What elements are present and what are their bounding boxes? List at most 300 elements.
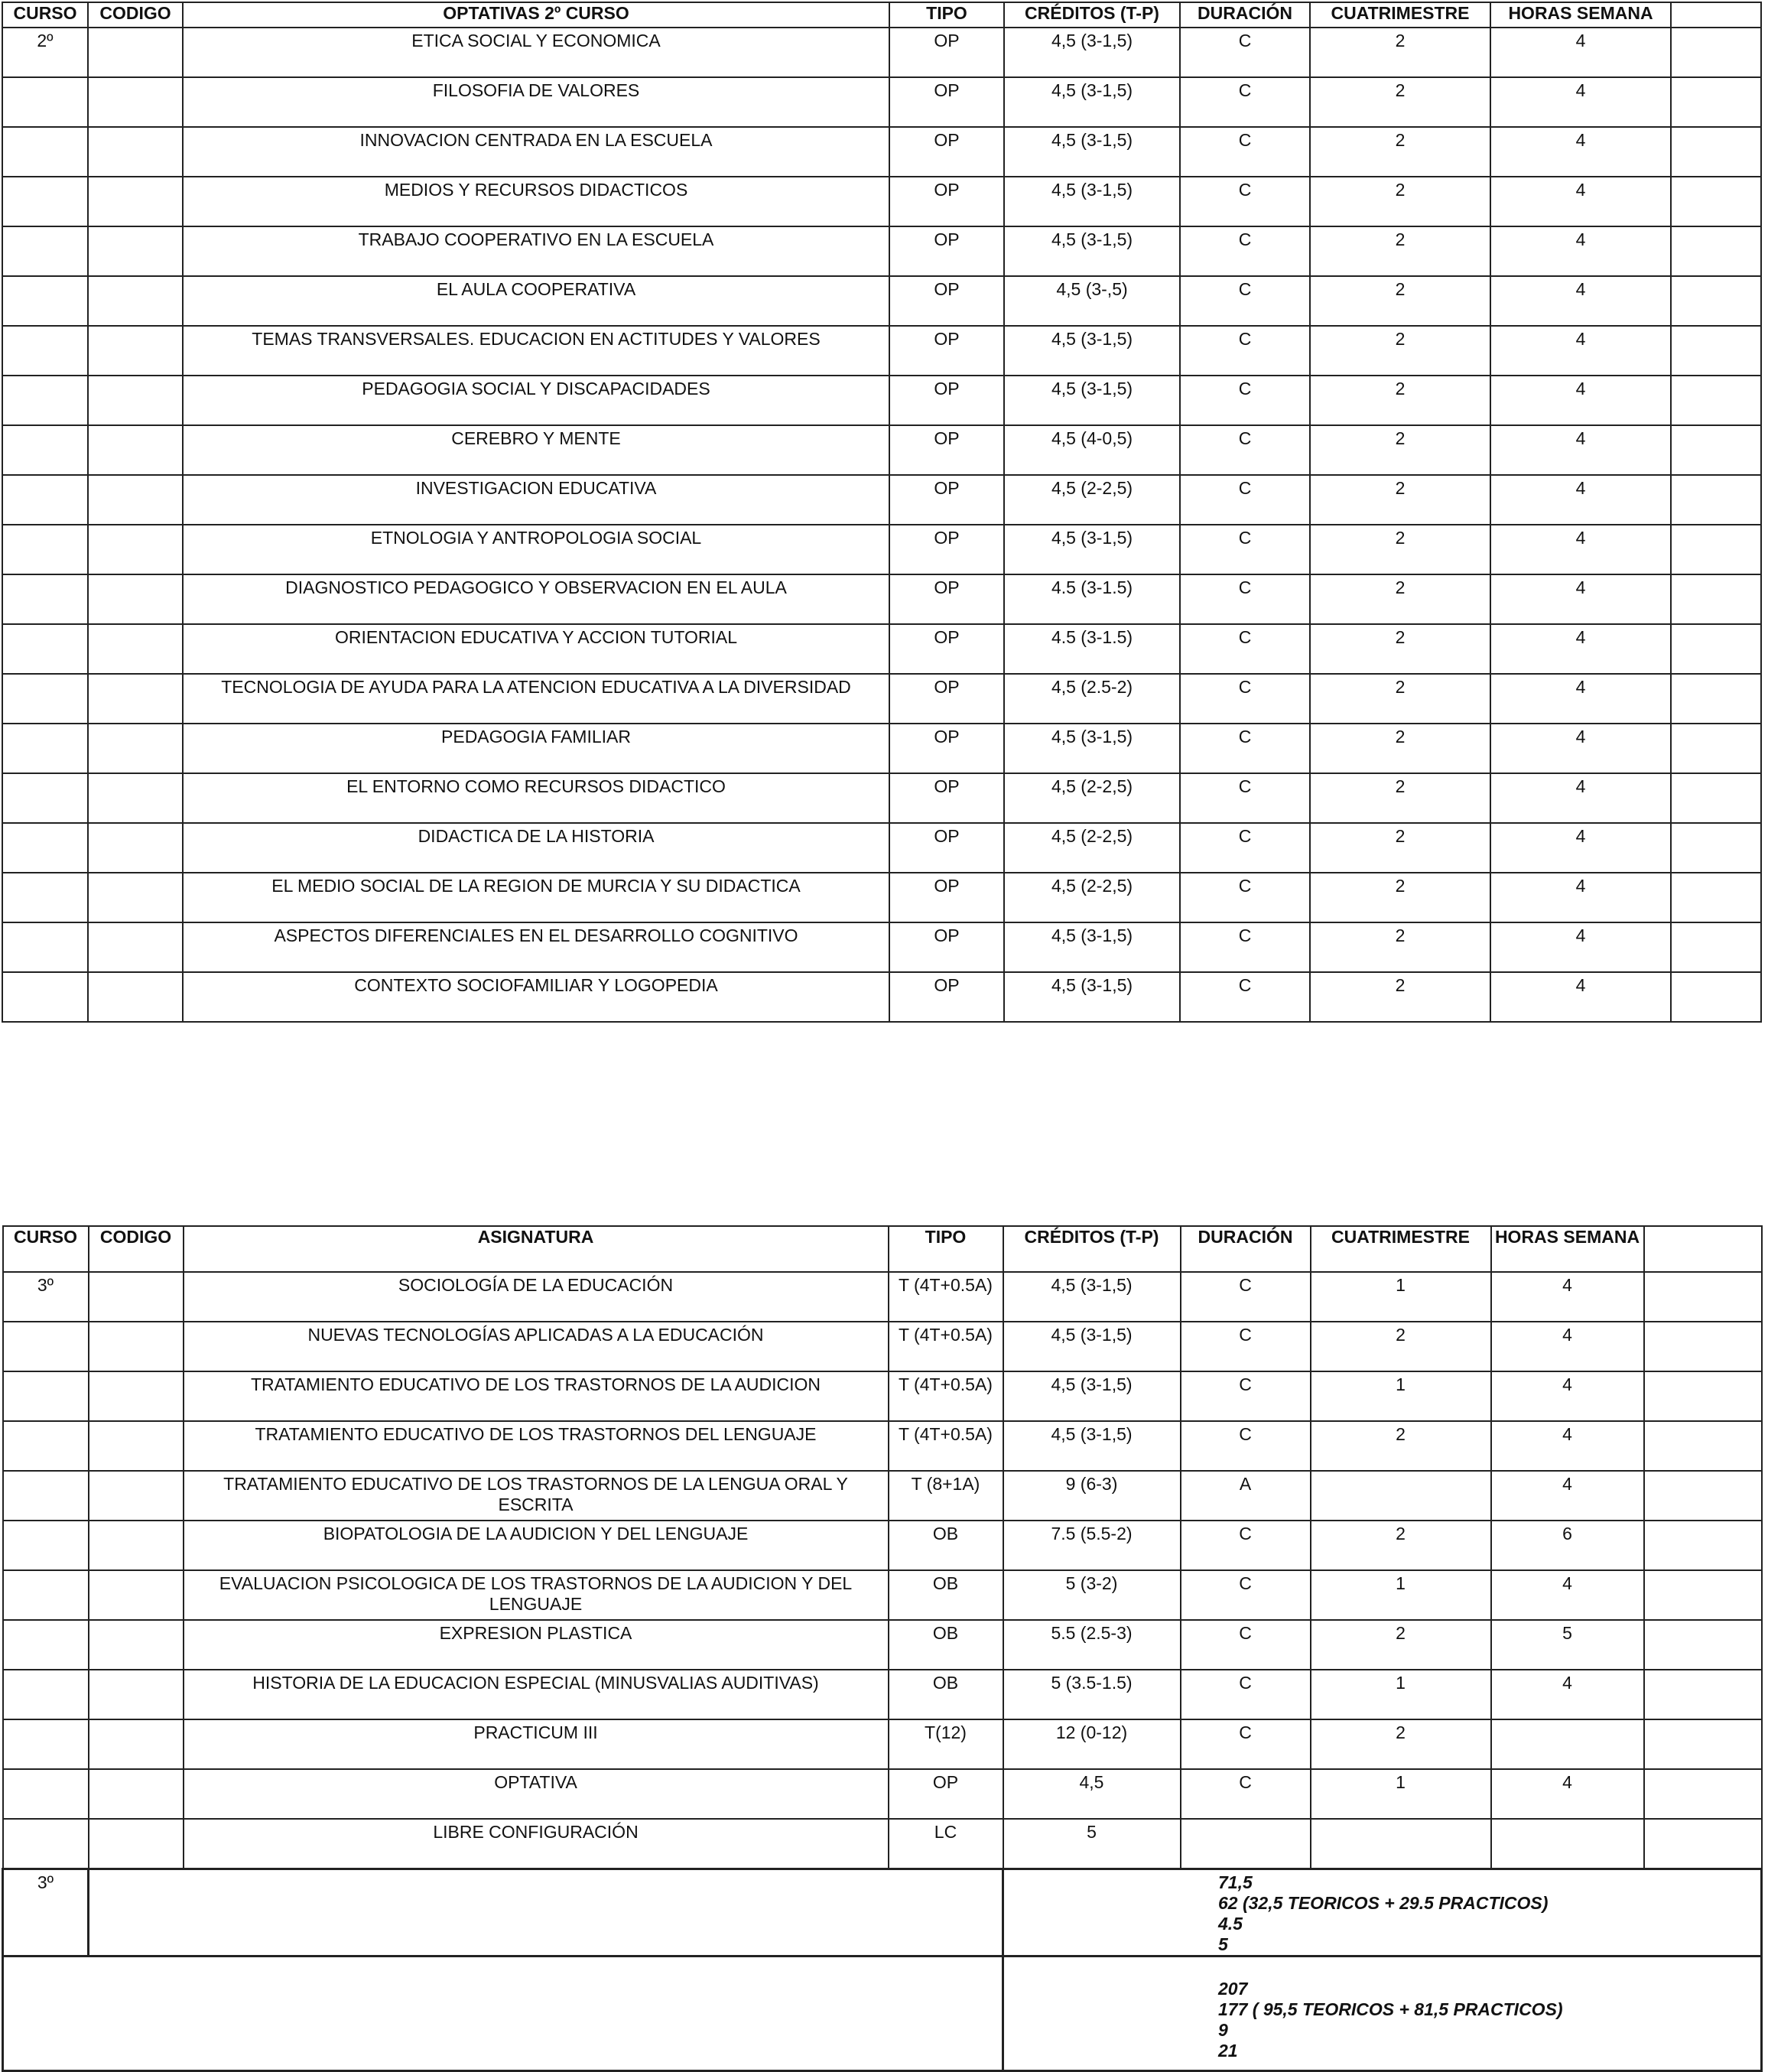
- cell-asignatura: ETICA SOCIAL Y ECONOMICA: [183, 28, 889, 77]
- cell-codigo: [88, 624, 183, 674]
- summary-course-row: [3, 1869, 1762, 1957]
- cell-tipo: OP: [889, 624, 1004, 674]
- cell-extra: [1671, 922, 1761, 972]
- cell-extra: [1671, 376, 1761, 425]
- cell-cuatrimestre: 2: [1310, 177, 1490, 226]
- cell-duracion: C: [1180, 475, 1310, 525]
- cell-horas: 4: [1490, 624, 1671, 674]
- cell-duracion: C: [1181, 1272, 1311, 1322]
- cell-tipo: OP: [889, 574, 1004, 624]
- table-row: [2, 574, 1761, 624]
- cell-horas: [1491, 1719, 1644, 1769]
- cell-codigo: [89, 1471, 184, 1521]
- summary-course-values: [1003, 1869, 1762, 1957]
- cell-horas: 5: [1491, 1620, 1644, 1670]
- cell-asignatura: TRATAMIENTO EDUCATIVO DE LOS TRASTORNOS DEL LENGUAJE: [184, 1421, 889, 1471]
- cell-codigo: [88, 276, 183, 326]
- table-row: [2, 922, 1761, 972]
- summary-course-line: 5: [1218, 1934, 1228, 1954]
- cell-cuatrimestre: 1: [1311, 1570, 1491, 1620]
- cell-tipo: OB: [889, 1521, 1003, 1570]
- cell-cuatrimestre: 2: [1310, 972, 1490, 1022]
- cell-codigo: [88, 326, 183, 376]
- cell-extra: [1644, 1371, 1762, 1421]
- cell-tipo: OP: [889, 972, 1004, 1022]
- cell-duracion: C: [1180, 525, 1310, 574]
- cell-horas: 4: [1491, 1371, 1644, 1421]
- cell-cuatrimestre: 2: [1310, 574, 1490, 624]
- cell-creditos: 4,5 (3-1,5): [1004, 922, 1180, 972]
- cell-curso: [3, 1371, 89, 1421]
- cell-curso: [3, 1620, 89, 1670]
- cell-creditos: 4,5 (2-2,5): [1004, 475, 1180, 525]
- cell-cuatrimestre: 2: [1310, 376, 1490, 425]
- cell-curso: [2, 475, 88, 525]
- cell-extra: [1671, 276, 1761, 326]
- cell-cuatrimestre: 2: [1310, 624, 1490, 674]
- cell-horas: 4: [1491, 1670, 1644, 1719]
- cell-horas: 4: [1490, 77, 1671, 127]
- cell-extra: [1671, 773, 1761, 823]
- cell-cuatrimestre: 2: [1311, 1421, 1491, 1471]
- cell-tipo: T (4T+0.5A): [889, 1272, 1003, 1322]
- cell-cuatrimestre: 2: [1310, 475, 1490, 525]
- cell-tipo: T (8+1A): [889, 1471, 1003, 1521]
- cell-codigo: [89, 1670, 184, 1719]
- table-row: [3, 1322, 1762, 1371]
- cell-duracion: C: [1180, 127, 1310, 177]
- cell-tipo: OP: [889, 276, 1004, 326]
- table-row: [3, 1769, 1762, 1819]
- cell-extra: [1644, 1570, 1762, 1620]
- cell-cuatrimestre: 2: [1310, 326, 1490, 376]
- cell-codigo: [88, 823, 183, 873]
- cell-creditos: 4,5 (4-0,5): [1004, 425, 1180, 475]
- cell-tipo: OP: [889, 674, 1004, 724]
- cell-tipo: OP: [889, 823, 1004, 873]
- cell-horas: [1491, 1819, 1644, 1869]
- cell-extra: [1644, 1819, 1762, 1869]
- cell-codigo: [88, 724, 183, 773]
- cell-duracion: [1181, 1819, 1311, 1869]
- cell-asignatura: MEDIOS Y RECURSOS DIDACTICOS: [183, 177, 889, 226]
- header-horas: HORAS SEMANA: [1491, 1226, 1644, 1272]
- cell-horas: 4: [1490, 922, 1671, 972]
- header-cuatrimestre: CUATRIMESTRE: [1310, 2, 1490, 28]
- cell-tipo: OP: [889, 922, 1004, 972]
- cell-creditos: 5 (3-2): [1003, 1570, 1181, 1620]
- cell-duracion: C: [1180, 624, 1310, 674]
- cell-curso: [2, 624, 88, 674]
- cell-duracion: C: [1181, 1719, 1311, 1769]
- cell-horas: 4: [1490, 475, 1671, 525]
- cell-asignatura: OPTATIVA: [184, 1769, 889, 1819]
- cell-extra: [1644, 1769, 1762, 1819]
- cell-codigo: [88, 972, 183, 1022]
- table-row: [2, 376, 1761, 425]
- cell-codigo: [88, 425, 183, 475]
- cell-codigo: [88, 127, 183, 177]
- cell-extra: [1671, 326, 1761, 376]
- table-row: [3, 1670, 1762, 1719]
- cell-cuatrimestre: 1: [1311, 1670, 1491, 1719]
- cell-asignatura: PEDAGOGIA FAMILIAR: [183, 724, 889, 773]
- cell-codigo: [89, 1570, 184, 1620]
- cell-cuatrimestre: 2: [1310, 276, 1490, 326]
- cell-asignatura: FILOSOFIA DE VALORES: [183, 77, 889, 127]
- cell-tipo: T (4T+0.5A): [889, 1371, 1003, 1421]
- cell-duracion: C: [1180, 425, 1310, 475]
- cell-asignatura: INVESTIGACION EDUCATIVA: [183, 475, 889, 525]
- cell-tipo: OP: [889, 226, 1004, 276]
- cell-creditos: 4,5 (3-,5): [1004, 276, 1180, 326]
- cell-curso: [2, 773, 88, 823]
- cell-codigo: [88, 873, 183, 922]
- cell-creditos: 4,5 (3-1,5): [1004, 127, 1180, 177]
- cell-creditos: 4.5 (3-1.5): [1004, 624, 1180, 674]
- cell-creditos: 4,5 (2.5-2): [1004, 674, 1180, 724]
- cell-cuatrimestre: 2: [1310, 873, 1490, 922]
- cell-duracion: C: [1180, 326, 1310, 376]
- cell-duracion: C: [1180, 724, 1310, 773]
- cell-curso: [2, 425, 88, 475]
- cell-extra: [1671, 475, 1761, 525]
- cell-cuatrimestre: 2: [1310, 226, 1490, 276]
- table-row: [3, 1471, 1762, 1521]
- cell-curso: [2, 574, 88, 624]
- cell-cuatrimestre: [1311, 1471, 1491, 1521]
- cell-cuatrimestre: 2: [1310, 28, 1490, 77]
- cell-extra: [1644, 1620, 1762, 1670]
- table-row: [3, 1421, 1762, 1471]
- cell-curso: [2, 326, 88, 376]
- table-row: [2, 425, 1761, 475]
- cell-horas: 4: [1491, 1769, 1644, 1819]
- cell-extra: [1671, 77, 1761, 127]
- table-row: [2, 525, 1761, 574]
- cell-duracion: C: [1181, 1322, 1311, 1371]
- cell-extra: [1671, 823, 1761, 873]
- cell-cuatrimestre: 2: [1311, 1521, 1491, 1570]
- cell-duracion: C: [1180, 77, 1310, 127]
- table2-body: [3, 1272, 1762, 1869]
- cell-tipo: OB: [889, 1570, 1003, 1620]
- cell-cuatrimestre: 2: [1310, 823, 1490, 873]
- cell-creditos: 4,5 (3-1,5): [1004, 724, 1180, 773]
- cell-tipo: OP: [889, 773, 1004, 823]
- cell-extra: [1671, 624, 1761, 674]
- cell-curso: [2, 724, 88, 773]
- cell-curso: 3º: [3, 1272, 89, 1322]
- cell-codigo: [88, 525, 183, 574]
- cell-tipo: LC: [889, 1819, 1003, 1869]
- cell-tipo: OP: [889, 326, 1004, 376]
- header-creditos: CRÉDITOS (T-P): [1003, 1226, 1181, 1272]
- cell-cuatrimestre: 2: [1310, 127, 1490, 177]
- cell-creditos: 4,5 (3-1,5): [1003, 1322, 1181, 1371]
- cell-curso: [3, 1719, 89, 1769]
- cell-asignatura: DIDACTICA DE LA HISTORIA: [183, 823, 889, 873]
- cell-duracion: C: [1181, 1670, 1311, 1719]
- cell-asignatura: CEREBRO Y MENTE: [183, 425, 889, 475]
- header-duracion: DURACIÓN: [1180, 2, 1310, 28]
- cell-codigo: [88, 376, 183, 425]
- table-row: [3, 1570, 1762, 1620]
- cell-curso: [2, 922, 88, 972]
- cell-extra: [1644, 1719, 1762, 1769]
- cell-codigo: [89, 1421, 184, 1471]
- cell-extra: [1671, 574, 1761, 624]
- cell-extra: [1671, 525, 1761, 574]
- cell-curso: [2, 127, 88, 177]
- cell-curso: 2º: [2, 28, 88, 77]
- header-creditos: CRÉDITOS (T-P): [1004, 2, 1180, 28]
- cell-horas: 4: [1491, 1421, 1644, 1471]
- cell-extra: [1671, 873, 1761, 922]
- cell-codigo: [89, 1371, 184, 1421]
- cell-asignatura: PRACTICUM III: [184, 1719, 889, 1769]
- cell-codigo: [89, 1521, 184, 1570]
- cell-creditos: 4,5 (3-1,5): [1004, 376, 1180, 425]
- table-row: [2, 624, 1761, 674]
- cell-codigo: [89, 1719, 184, 1769]
- table1-body: [2, 28, 1761, 1022]
- cell-horas: 4: [1491, 1471, 1644, 1521]
- table-row: [2, 226, 1761, 276]
- cell-codigo: [88, 674, 183, 724]
- cell-creditos: 7.5 (5.5-2): [1003, 1521, 1181, 1570]
- header-tipo: TIPO: [889, 1226, 1003, 1272]
- header-asignatura: ASIGNATURA: [184, 1226, 889, 1272]
- cell-curso: [2, 276, 88, 326]
- header-curso: CURSO: [2, 2, 88, 28]
- header-curso: CURSO: [3, 1226, 89, 1272]
- cell-horas: 4: [1490, 28, 1671, 77]
- cell-horas: 4: [1490, 276, 1671, 326]
- cell-cuatrimestre: 2: [1310, 425, 1490, 475]
- cell-curso: [2, 226, 88, 276]
- table-row: [3, 1819, 1762, 1869]
- cell-curso: [2, 376, 88, 425]
- cell-duracion: C: [1180, 574, 1310, 624]
- cell-extra: [1671, 28, 1761, 77]
- cell-tipo: T(12): [889, 1719, 1003, 1769]
- cell-duracion: A: [1181, 1471, 1311, 1521]
- summary-total-line: 177 ( 95,5 TEORICOS + 81,5 PRACTICOS): [1218, 1999, 1563, 2019]
- cell-asignatura: EL AULA COOPERATIVA: [183, 276, 889, 326]
- cell-codigo: [89, 1620, 184, 1670]
- cell-curso: [3, 1570, 89, 1620]
- cell-asignatura: BIOPATOLOGIA DE LA AUDICION Y DEL LENGUAJE: [184, 1521, 889, 1570]
- cell-duracion: C: [1180, 873, 1310, 922]
- cell-horas: 4: [1490, 724, 1671, 773]
- cell-horas: 6: [1491, 1521, 1644, 1570]
- cell-horas: 4: [1490, 127, 1671, 177]
- header-cuatrimestre: CUATRIMESTRE: [1311, 1226, 1491, 1272]
- header-codigo: CODIGO: [89, 1226, 184, 1272]
- cell-curso: [2, 177, 88, 226]
- cell-curso: [2, 873, 88, 922]
- cell-creditos: 4,5 (3-1,5): [1004, 972, 1180, 1022]
- cell-curso: [2, 525, 88, 574]
- cell-creditos: 9 (6-3): [1003, 1471, 1181, 1521]
- cell-horas: 4: [1490, 972, 1671, 1022]
- cell-tipo: OP: [889, 28, 1004, 77]
- cell-extra: [1671, 226, 1761, 276]
- cell-extra: [1644, 1272, 1762, 1322]
- cell-tipo: OP: [889, 177, 1004, 226]
- cell-asignatura: CONTEXTO SOCIOFAMILIAR Y LOGOPEDIA: [183, 972, 889, 1022]
- header-tipo: TIPO: [889, 2, 1004, 28]
- cell-extra: [1671, 972, 1761, 1022]
- table-row: [2, 674, 1761, 724]
- cell-creditos: 4,5 (2-2,5): [1004, 873, 1180, 922]
- table-row: [3, 1521, 1762, 1570]
- cell-curso: [2, 972, 88, 1022]
- cell-extra: [1671, 425, 1761, 475]
- table-row: [2, 177, 1761, 226]
- cell-creditos: 12 (0-12): [1003, 1719, 1181, 1769]
- cell-curso: [3, 1471, 89, 1521]
- table-row: [2, 326, 1761, 376]
- cell-creditos: 5 (3.5-1.5): [1003, 1670, 1181, 1719]
- summary-total-line: 21: [1218, 2041, 1238, 2061]
- cell-creditos: 4.5 (3-1.5): [1004, 574, 1180, 624]
- cell-horas: 4: [1490, 226, 1671, 276]
- cell-extra: [1644, 1521, 1762, 1570]
- cell-extra: [1671, 724, 1761, 773]
- cell-curso: [3, 1769, 89, 1819]
- cell-extra: [1671, 674, 1761, 724]
- table-row: [3, 1371, 1762, 1421]
- cell-asignatura: EXPRESION PLASTICA: [184, 1620, 889, 1670]
- cell-asignatura: TRATAMIENTO EDUCATIVO DE LOS TRASTORNOS DE LA AUDICION: [184, 1371, 889, 1421]
- table-row: [3, 1719, 1762, 1769]
- cell-cuatrimestre: 1: [1311, 1272, 1491, 1322]
- optativas-table: [2, 2, 1762, 1023]
- cell-duracion: C: [1180, 823, 1310, 873]
- cell-extra: [1671, 177, 1761, 226]
- summary-total-row: [3, 1957, 1762, 2071]
- header-duracion: DURACIÓN: [1181, 1226, 1311, 1272]
- table-row: [2, 77, 1761, 127]
- cell-duracion: C: [1181, 1371, 1311, 1421]
- cell-cuatrimestre: 1: [1311, 1371, 1491, 1421]
- cell-creditos: 5.5 (2.5-3): [1003, 1620, 1181, 1670]
- cell-asignatura: LIBRE CONFIGURACIÓN: [184, 1819, 889, 1869]
- cell-creditos: 4,5: [1003, 1769, 1181, 1819]
- cell-horas: 4: [1490, 674, 1671, 724]
- cell-horas: 4: [1490, 773, 1671, 823]
- summary-course-line: 71,5: [1218, 1872, 1253, 1892]
- cell-cuatrimestre: 2: [1310, 724, 1490, 773]
- cell-asignatura: EVALUACION PSICOLOGICA DE LOS TRASTORNOS DE LA AUDICION Y DEL LENGUAJE: [184, 1570, 889, 1620]
- header-extra: [1644, 1226, 1762, 1272]
- cell-horas: 4: [1491, 1272, 1644, 1322]
- summary-total-blank: [3, 1957, 1003, 2071]
- table-row: [2, 773, 1761, 823]
- cell-curso: [3, 1521, 89, 1570]
- cell-extra: [1671, 127, 1761, 177]
- summary-total-values: [1003, 1957, 1762, 2071]
- cell-codigo: [88, 77, 183, 127]
- table-row: [2, 823, 1761, 873]
- summary-total-line: 9: [1218, 2020, 1228, 2040]
- cell-tipo: OB: [889, 1670, 1003, 1719]
- cell-curso: [2, 674, 88, 724]
- cell-cuatrimestre: 2: [1310, 525, 1490, 574]
- cell-tipo: OP: [889, 127, 1004, 177]
- table-row: [2, 873, 1761, 922]
- cell-creditos: 4,5 (3-1,5): [1004, 326, 1180, 376]
- cell-curso: [3, 1670, 89, 1719]
- table-row: [2, 276, 1761, 326]
- cell-creditos: 4,5 (3-1,5): [1003, 1371, 1181, 1421]
- cell-duracion: C: [1180, 376, 1310, 425]
- cell-horas: 4: [1490, 177, 1671, 226]
- cell-horas: 4: [1491, 1570, 1644, 1620]
- cell-horas: 4: [1490, 873, 1671, 922]
- cell-asignatura: DIAGNOSTICO PEDAGOGICO Y OBSERVACION EN EL AULA: [183, 574, 889, 624]
- cell-asignatura: ORIENTACION EDUCATIVA Y ACCION TUTORIAL: [183, 624, 889, 674]
- cell-codigo: [89, 1819, 184, 1869]
- cell-creditos: 4,5 (3-1,5): [1004, 226, 1180, 276]
- cell-tipo: OP: [889, 77, 1004, 127]
- table-row: [3, 1272, 1762, 1322]
- cell-horas: 4: [1491, 1322, 1644, 1371]
- cell-horas: 4: [1490, 425, 1671, 475]
- cell-extra: [1644, 1471, 1762, 1521]
- table-row: [2, 475, 1761, 525]
- cell-extra: [1644, 1322, 1762, 1371]
- cell-tipo: T (4T+0.5A): [889, 1322, 1003, 1371]
- summary-course-line: 62 (32,5 TEORICOS + 29.5 PRACTICOS): [1218, 1893, 1549, 1913]
- table-row: [2, 127, 1761, 177]
- cell-cuatrimestre: 1: [1311, 1769, 1491, 1819]
- cell-tipo: OP: [889, 475, 1004, 525]
- cell-duracion: C: [1180, 276, 1310, 326]
- cell-duracion: C: [1181, 1769, 1311, 1819]
- cell-codigo: [88, 574, 183, 624]
- cell-horas: 4: [1490, 326, 1671, 376]
- cell-tipo: OB: [889, 1620, 1003, 1670]
- cell-duracion: C: [1180, 177, 1310, 226]
- header-extra: [1671, 2, 1761, 28]
- cell-codigo: [88, 773, 183, 823]
- table-row: [2, 972, 1761, 1022]
- cell-duracion: C: [1180, 674, 1310, 724]
- cell-asignatura: ASPECTOS DIFERENCIALES EN EL DESARROLLO COGNITIVO: [183, 922, 889, 972]
- cell-asignatura: NUEVAS TECNOLOGÍAS APLICADAS A LA EDUCACIÓN: [184, 1322, 889, 1371]
- cell-asignatura: TECNOLOGIA DE AYUDA PARA LA ATENCION EDUCATIVA A LA DIVERSIDAD: [183, 674, 889, 724]
- cell-codigo: [88, 177, 183, 226]
- cell-asignatura: TRATAMIENTO EDUCATIVO DE LOS TRASTORNOS DE LA LENGUA ORAL Y ESCRITA: [184, 1471, 889, 1521]
- cell-creditos: 4,5 (2-2,5): [1004, 773, 1180, 823]
- cell-tipo: OP: [889, 376, 1004, 425]
- cell-asignatura: HISTORIA DE LA EDUCACION ESPECIAL (MINUSVALIAS AUDITIVAS): [184, 1670, 889, 1719]
- cell-horas: 4: [1490, 823, 1671, 873]
- cell-asignatura: INNOVACION CENTRADA EN LA ESCUELA: [183, 127, 889, 177]
- cell-curso: [3, 1421, 89, 1471]
- cell-duracion: C: [1180, 226, 1310, 276]
- cell-asignatura: SOCIOLOGÍA DE LA EDUCACIÓN: [184, 1272, 889, 1322]
- cell-tipo: OP: [889, 425, 1004, 475]
- cell-tipo: T (4T+0.5A): [889, 1421, 1003, 1471]
- cell-cuatrimestre: 2: [1310, 674, 1490, 724]
- cell-codigo: [88, 922, 183, 972]
- cell-codigo: [89, 1322, 184, 1371]
- cell-asignatura: ETNOLOGIA Y ANTROPOLOGIA SOCIAL: [183, 525, 889, 574]
